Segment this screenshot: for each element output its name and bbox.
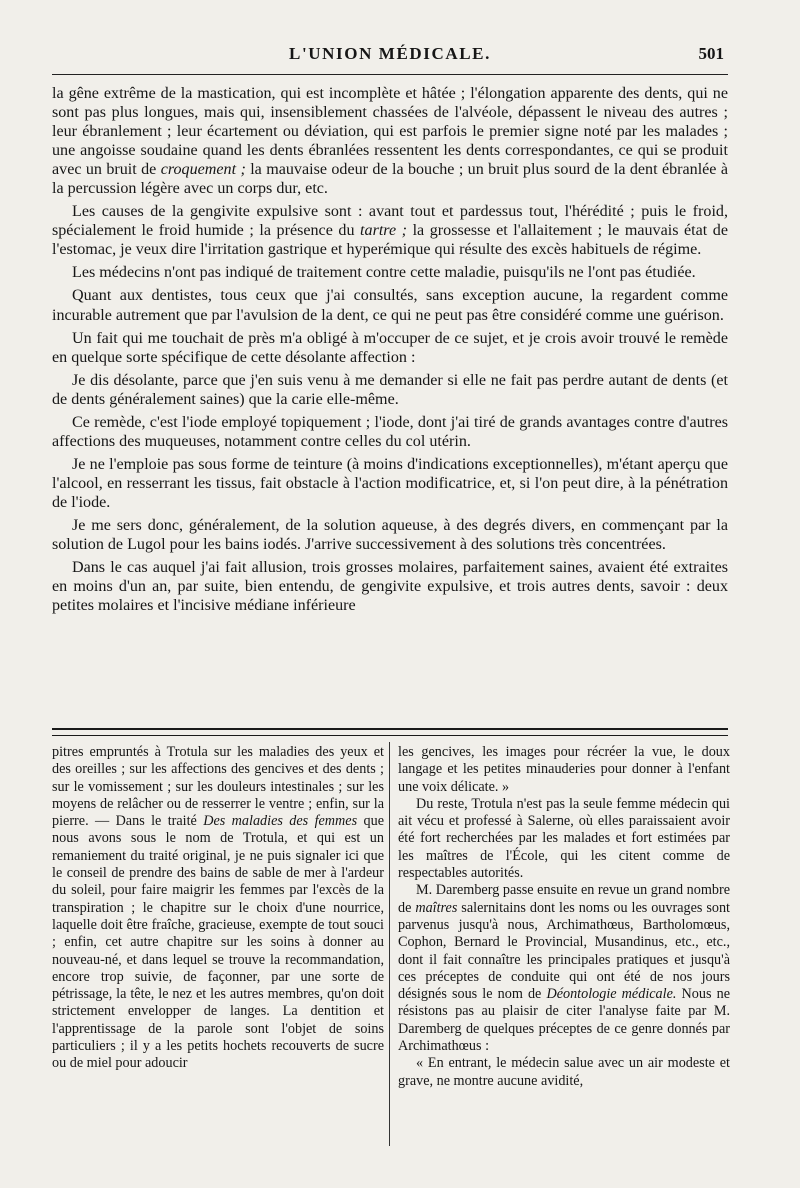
text-run: la mauvaise odeur de la bouche ; un bruit plus sourd de la dent ébranlée à la percussion légère avec un corps dur, etc. [52,161,728,198]
paragraph [52,744,384,1073]
text-run: pitres empruntés à Trotula sur les maladies des yeux et des oreilles ; sur les affections des gencives et des dents ; sur le vomissement ; sur les douleurs intestinales ; sur les moyens de relâcher ou de resserrer le ventre ; enfin, sur la pierre. — Dans le traité [52,744,384,830]
text-run: Les causes de la gengivite expulsive sont : avant tout et pardessus tout, l'hérédité ; puis le froid, spécialement le froid humide ; la présence du [52,203,728,240]
section-divider [52,728,728,736]
paragraph: les gencives, les images pour récréer la vue, le doux langage et les petites minauderies pour donner à l'enfant une voix délicate. » [398,744,730,795]
paragraph: « En entrant, le médecin salue avec un air modeste et grave, ne montre aucune avidité, [398,1055,730,1089]
paragraph: Un fait qui me touchait de près m'a obligé à m'occuper de ce sujet, et je crois avoir trouvé le remède en quelque sorte spécifique de cette désolante affection : [52,329,728,366]
paragraph [398,882,730,1055]
paragraph: Du reste, Trotula n'est pas la seule femme médecin qui ait vécu et professé à Salerne, où elles paraissaient avoir été fort recherchées par les malades et fort estimées par les maîtres de l'École, qui les citent comme de respectables autorités. [398,795,730,882]
paragraph: Dans le cas auquel j'ai fait allusion, trois grosses molaires, parfaitement saines, avaient été extraites en moins d'un an, par suite, bien entendu, de gengivite expulsive, et trois autres dents, savoir : deux petites molaires et l'incisive médiane inférieure [52,559,728,615]
text-run: Nous ne résistons pas au plaisir de citer l'analyse faite par M. Daremberg de quelques préceptes de ce genre donnés par Archimathœus : [398,986,730,1055]
page-header [52,38,728,75]
italic-text: Des maladies des femmes [203,813,358,830]
text-run: M. Daremberg passe ensuite en revue un grand nombre de [398,882,730,916]
italic-text: Déontologie médicale. [546,986,677,1003]
paragraph: Je ne l'emploie pas sous forme de teinture (à moins d'indications exceptionnelles), m'étant aperçu que l'alcool, en resserrant les tissus, fait obstacle à l'action modificatrice, et, si l'on peut dire, à la pénétration de l'iode. [52,455,728,511]
column-divider [389,742,390,1146]
paragraph: Ce remède, c'est l'iode employé topiquement ; l'iode, dont j'ai tiré de grands avantages contre d'autres affections des muqueuses, notamment contre celles du col utérin. [52,413,728,450]
main-article-text [52,84,728,619]
running-title: L'UNION MÉDICALE. [289,44,491,63]
paragraph: Je dis désolante, parce que j'en suis venu à me demander si elle ne fait pas perdre autant de dents (et de dents généralement saines) que la carie elle-même. [52,371,728,408]
paragraph: Quant aux dentistes, tous ceux que j'ai consultés, sans exception aucune, la regardent comme incurable autrement que par l'avulsion de la dent, ce qui ne peut pas être considéré comme une guérison. [52,287,728,324]
text-run: la gêne extrême de la mastication, qui est incomplète et hâtée ; l'élongation apparente des dents, qui ne sont pas plus longues, mais qui, insensiblement chassées de l'alvéole, dépassent le niveau des autres ; leur ébranlement ; leur écartement ou déviation, qui est parfois le premier signe noté par les malades ; une angoisse soudaine quand les dents ébranlées ressentent les dents correspondantes, ce qui se produit avec un bruit de [52,85,728,179]
paragraph: Les médecins n'ont pas indiqué de traitement contre cette maladie, puisqu'ils ne l'ont pas étudiée. [72,264,696,282]
paragraph [52,202,728,259]
feuilleton-left-column [52,744,384,1073]
feuilleton-right-column [398,744,730,1090]
text-run: la grossesse et l'allaitement ; le mauvais état de l'estomac, je veux dire l'irritation gastrique et hyperémique qui résulte des excès habituels de régime. [52,222,728,259]
page-number: 501 [698,44,724,63]
paragraph [52,84,728,198]
italic-text: tartre ; [360,222,408,240]
text-run: salernitains dont les noms ou les ouvrages sont parvenus jusqu'à nous, Archimathœus, Bartholomœus, Cophon, Bernard le Provincial, Musandinus, etc., etc., dont il fait connaître les principales pratiques et jusqu'à ces préceptes de conduite qui ont été de nos jours désignés sous le nom de [398,899,730,1003]
italic-text: croquement ; [160,161,246,179]
italic-text: maîtres [415,899,458,916]
paragraph: Je me sers donc, généralement, de la solution aqueuse, à des degrés divers, en commençant par la solution de Lugol pour les bains iodés. J'arrive successivement à des solutions très concentrées. [52,516,728,554]
text-run: que nous avons sous le nom de Trotula, et qui est un remaniement du traité original, je ne puis signaler ici que le conseil de prendre des bains de sable de mer à l'ardeur du soleil, pour faire maigrir les femmes par l'excès de la transpiration ; le chapitre sur le choix d'une nourrice, laquelle doit être fraîche, gracieuse, exempte de tout souci ; enfin, cet autre chapitre sur les soins à donner au nouveau-né, et dans lequel se trouve la recommandation, encore trop suivie, de façonner, par une sorte de pétrissage, la tête, le nez et les autres membres, qu'on doit strictement envelopper de langes. La dentition et l'apprentissage de la parole sont l'objet de soins particuliers ; il y a les petits hochets recouverts de sucre ou de miel pour adoucir [52,813,384,1072]
